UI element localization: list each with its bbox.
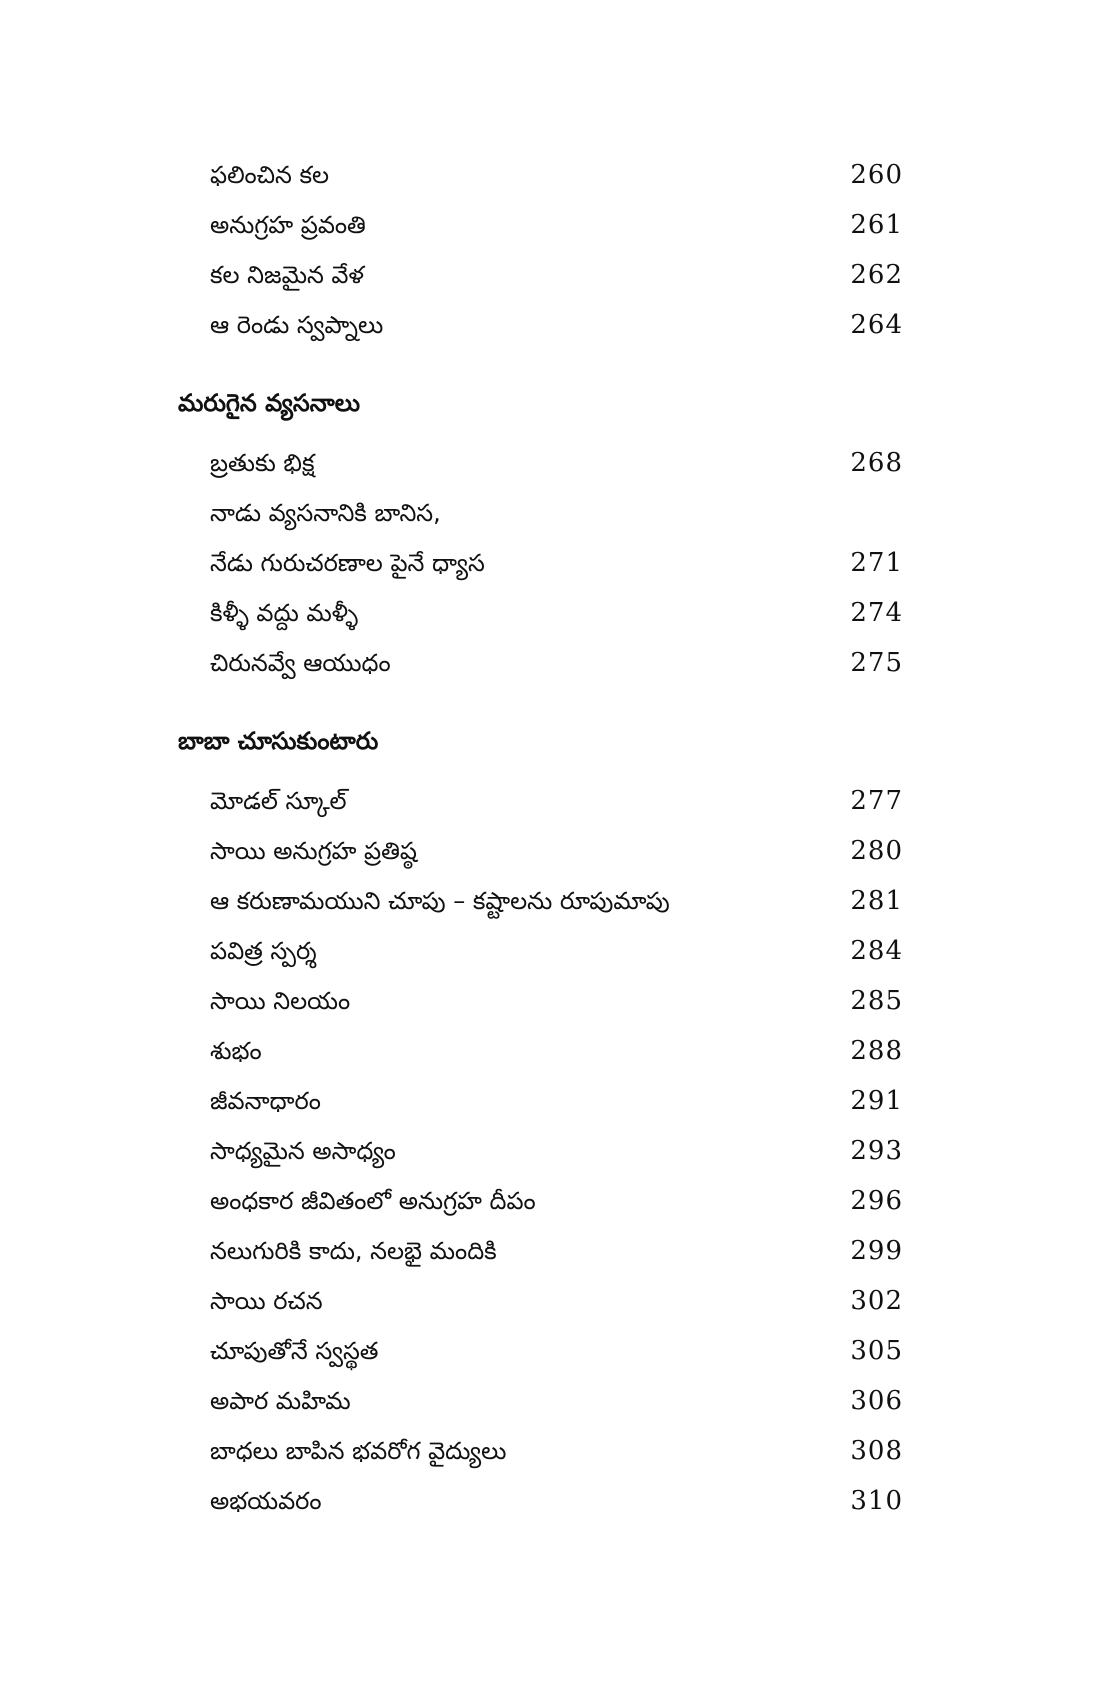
toc-entry-page: 305 (850, 1336, 903, 1366)
toc-entry-page: 275 (850, 648, 903, 678)
toc-entry-page: 260 (850, 160, 903, 190)
toc-entry (178, 1176, 903, 1226)
toc-entry-page: 281 (850, 886, 903, 916)
toc-entry (178, 1476, 903, 1526)
toc-entry (178, 1426, 903, 1476)
toc-entry (178, 150, 903, 200)
toc-entry-page: 284 (850, 936, 903, 966)
toc-entry-title: అభయవరం (210, 1487, 322, 1515)
toc-entry-title: సాయి రచన (210, 1287, 323, 1315)
toc-entry-title: అంధకార జీవితంలో అనుగ్రహ దీపం (210, 1187, 536, 1215)
toc-entry (178, 1226, 903, 1276)
toc-entry (178, 876, 903, 926)
toc-entry-title: చిరునవ్వే ఆయుధం (210, 649, 391, 677)
table-of-contents (178, 150, 903, 1526)
toc-entry-title: కల నిజమైన వేళ (210, 261, 364, 289)
toc-entry-title: ఫలించిన కల (210, 161, 330, 189)
section-heading: మరుగైన వ్యసనాలు (178, 389, 361, 417)
toc-entry (178, 826, 903, 876)
toc-entry-page: 288 (850, 1036, 903, 1066)
toc-entry (178, 976, 903, 1026)
toc-entry (178, 1076, 903, 1126)
toc-entry (178, 638, 903, 688)
toc-entry (178, 1376, 903, 1426)
toc-entry-title: కిళ్ళీ వద్దు మళ్ళీ (210, 599, 359, 627)
toc-entry (178, 588, 903, 638)
toc-entry-page: 262 (850, 260, 903, 290)
toc-entry-page: 285 (850, 986, 903, 1016)
toc-entry (178, 1126, 903, 1176)
toc-entry (178, 250, 903, 300)
toc-entry-title: ఆ రెండు స్వప్నాలు (210, 311, 384, 339)
toc-entry (178, 1026, 903, 1076)
toc-entry-page: 277 (850, 786, 903, 816)
toc-entry-page: 291 (850, 1086, 903, 1116)
toc-entry (178, 926, 903, 976)
toc-entry-page: 274 (850, 598, 903, 628)
toc-entry-title: నలుగురికి కాదు, నలభై మందికి (210, 1237, 497, 1265)
toc-entry (178, 776, 903, 826)
toc-entry (178, 300, 903, 350)
toc-entry-page: 306 (850, 1386, 903, 1416)
toc-entry-title: సాయి అనుగ్రహ ప్రతిష్ఠ (210, 837, 417, 865)
toc-entry (178, 438, 903, 488)
toc-entry-page: 268 (850, 448, 903, 478)
toc-entry (178, 1326, 903, 1376)
toc-entry-title: అపార మహిమ (210, 1387, 351, 1415)
toc-entry-title: ఆ కరుణామయుని చూపు – కష్టాలను రూపుమాపు (210, 887, 670, 915)
toc-entry-title: పవిత్ర స్పర్శ (210, 937, 317, 965)
toc-entry (178, 1276, 903, 1326)
toc-entry (178, 538, 903, 588)
toc-entry-title: మోడల్ స్కూల్ (210, 787, 347, 815)
toc-entry (178, 488, 903, 538)
toc-entry-title: అనుగ్రహ ప్రవంతి (210, 211, 366, 239)
toc-entry-title: శుభం (210, 1037, 262, 1065)
toc-entry-title: చూపుతోనే స్వస్థత (210, 1337, 379, 1365)
toc-entry-page: 261 (850, 210, 903, 240)
toc-entry-title: నాడు వ్యసనానికి బానిస, (210, 499, 441, 527)
toc-entry-page: 293 (850, 1136, 903, 1166)
toc-entry-title: సాధ్యమైన అసాధ్యం (210, 1137, 396, 1165)
toc-entry-page: 271 (850, 548, 903, 578)
toc-entry-page: 264 (850, 310, 903, 340)
toc-entry (178, 200, 903, 250)
toc-entry-page: 299 (850, 1236, 903, 1266)
toc-entry-title: బ్రతుకు భిక్ష (210, 449, 315, 477)
toc-entry-page: 296 (850, 1186, 903, 1216)
section-heading: బాబా చూసుకుంటారు (178, 727, 379, 755)
toc-entry-title: నేడు గురుచరణాల పైనే ధ్యాస (210, 549, 485, 577)
toc-entry-title: బాధలు బాపిన భవరోగ వైద్యులు (210, 1437, 507, 1465)
toc-entry-title: సాయి నిలయం (210, 987, 351, 1015)
toc-entry-title: జీవనాధారం (210, 1087, 321, 1115)
toc-entry-page: 310 (850, 1486, 903, 1516)
toc-entry-page: 280 (850, 836, 903, 866)
toc-entry-page: 308 (850, 1436, 903, 1466)
toc-entry-page: 302 (850, 1286, 903, 1316)
